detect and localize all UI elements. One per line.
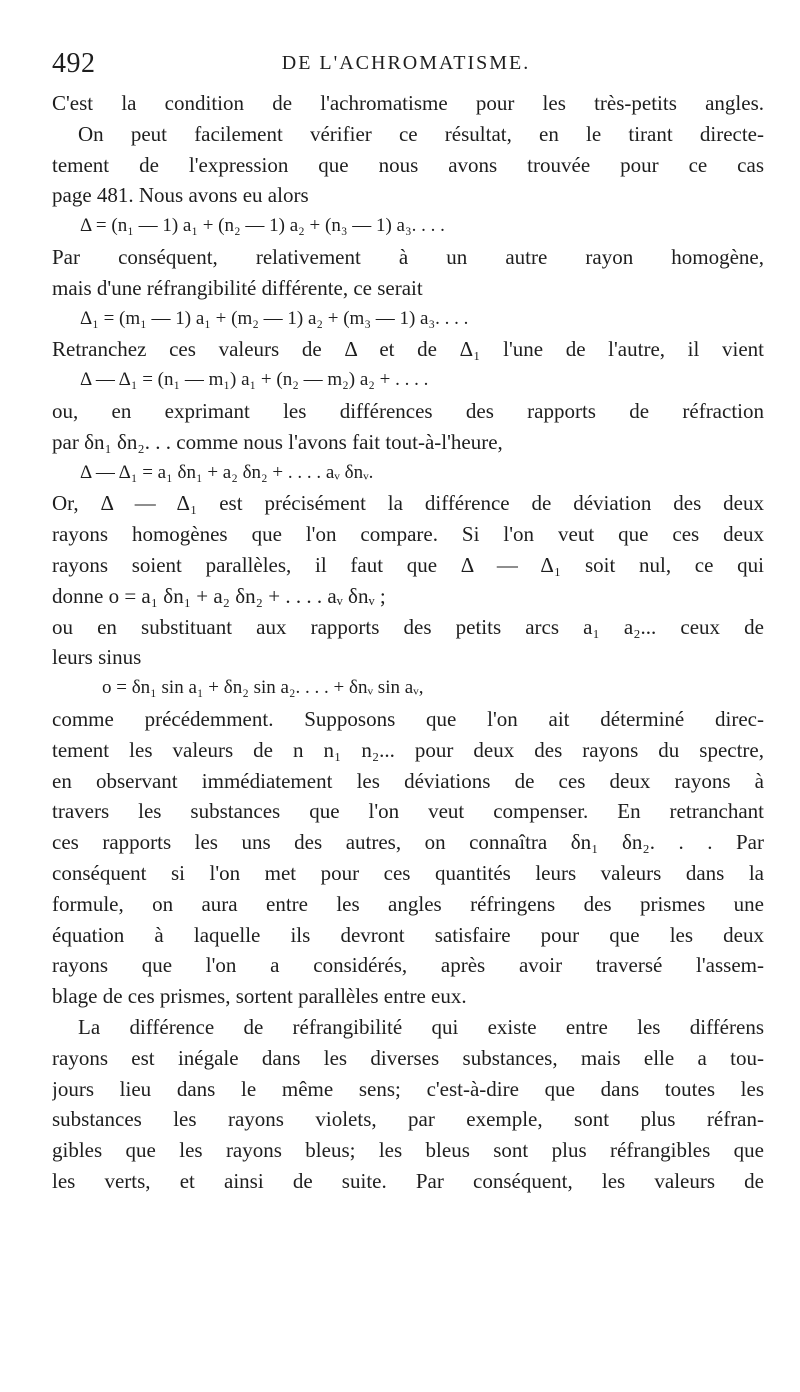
text-line: rayons est inégale dans les diverses substances, mais elle a tou-: [52, 1045, 764, 1070]
text-line: tement les valeurs de n n₁ n₂... pour deux des rayons du spectre,: [52, 737, 764, 762]
equation-line: Δ — Δ₁ = a₁ δn₁ + a₂ δn₂ + . . . . aᵥ δnᵥ.: [80, 461, 374, 483]
equation-line: o = δn₁ sin a₁ + δn₂ sin a₂. . . . + δnᵥ sin aᵥ,: [102, 677, 424, 699]
text-line: rayons soient parallèles, il faut que Δ — Δ₁ soit nul, ce qui: [52, 552, 764, 577]
text-line: substances les rayons violets, par exemple, sont plus réfran-: [52, 1107, 764, 1132]
text-line: blage de ces prismes, sortent parallèles entre eux.: [52, 984, 467, 1009]
text-line: les verts, et ainsi de suite. Par conséquent, les valeurs de: [52, 1168, 764, 1193]
text-line: travers les substances que l'on veut compenser. En retranchant: [52, 799, 764, 824]
text-line: donne o = a₁ δn₁ + a₂ δn₂ + . . . . aᵥ δnᵥ ;: [52, 583, 386, 608]
text-line: comme précédemment. Supposons que l'on ait déterminé direc-: [52, 706, 764, 731]
text-line: On peut facilement vérifier ce résultat, en le tirant directe-: [78, 121, 764, 146]
equation-line: Δ — Δ₁ = (n₁ — m₁) a₁ + (n₂ — m₂) a₂ + . . . .: [80, 369, 429, 391]
text-line: formule, on aura entre les angles réfringens des prismes une: [52, 891, 764, 916]
running-head: DE L'ACHROMATISME.: [281, 52, 531, 74]
text-line: équation à laquelle ils devront satisfaire pour que les deux: [52, 922, 764, 947]
text-line: jours lieu dans le même sens; c'est-à-dire que dans toutes les: [52, 1076, 764, 1101]
text-line: gibles que les rayons bleus; les bleus sont plus réfrangibles que: [52, 1138, 764, 1163]
equation-line: Δ₁ = (m₁ — 1) a₁ + (m₂ — 1) a₂ + (m₃ — 1) a₃. . . .: [80, 307, 469, 329]
text-line: par δn₁ δn₂. . . comme nous l'avons fait tout-à-l'heure,: [52, 429, 503, 454]
page-header: [52, 48, 760, 88]
text-line: ces rapports les uns des autres, on connaîtra δn₁ δn₂. . . Par: [52, 830, 764, 855]
text-line: Or, Δ — Δ₁ est précisément la différence de déviation des deux: [52, 491, 764, 516]
text-line: ou, en exprimant les différences des rapports de réfraction: [52, 398, 764, 423]
text-line: ou en substituant aux rapports des petits arcs a₁ a₂... ceux de: [52, 614, 764, 639]
text-line: Retranchez ces valeurs de Δ et de Δ₁ l'une de l'autre, il vient: [52, 337, 764, 362]
text-line: Par conséquent, relativement à un autre rayon homogène,: [52, 244, 764, 269]
page-number: 492: [52, 48, 96, 79]
text-line: page 481. Nous avons eu alors: [52, 183, 309, 208]
text-line: C'est la condition de l'achromatisme pour les très-petits angles.: [52, 91, 764, 115]
text-line: en observant immédiatement les déviations de ces deux rayons à: [52, 768, 764, 793]
text-line: rayons homogènes que l'on compare. Si l'on veut que ces deux: [52, 522, 764, 547]
text-line: conséquent si l'on met pour ces quantités leurs valeurs dans la: [52, 860, 764, 885]
text-line: mais d'une réfrangibilité différente, ce serait: [52, 275, 423, 300]
text-line: La différence de réfrangibilité qui existe entre les différens: [78, 1014, 764, 1039]
text-line: leurs sinus: [52, 645, 142, 670]
text-line: rayons que l'on a considérés, après avoir traversé l'assem-: [52, 953, 764, 978]
equation-line: Δ = (n₁ — 1) a₁ + (n₂ — 1) a₂ + (n₃ — 1) a₃. . . .: [80, 215, 445, 237]
text-line: tement de l'expression que nous avons trouvée pour ce cas: [52, 152, 764, 177]
body-text: [52, 88, 764, 1197]
